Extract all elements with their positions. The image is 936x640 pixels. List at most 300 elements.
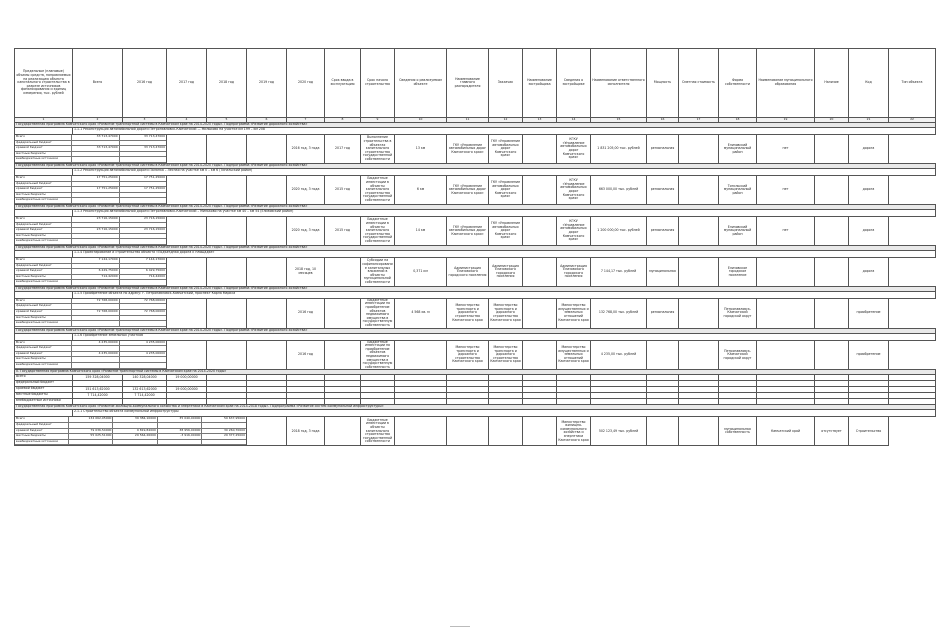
ownership: региональная	[647, 175, 679, 204]
municipality: Тигильский муниципальный район	[719, 175, 757, 204]
empty-year-cell	[167, 135, 207, 164]
program-title: Государственная программа Камчатского края «Развитие транспортной системы в Камчатском крае на 2014-2020 годы». Подпрограмма «Развитие дорожного хозяйства»	[15, 204, 936, 209]
ownership: муниципальная собственность	[719, 417, 757, 446]
column-header: 2017 год	[167, 49, 207, 118]
column-header: Код	[849, 49, 889, 118]
developer: КГКУ «Управление автомобильных дорог Камчатского края»	[557, 135, 591, 164]
empty-cell	[679, 340, 719, 370]
financing-block	[15, 417, 247, 446]
empty-year-cell	[207, 175, 247, 204]
financing-value: 714,42000	[72, 274, 119, 280]
financing-source: местные бюджеты	[15, 192, 72, 198]
service-term: 2016 год	[287, 298, 325, 328]
totals-value: 7 714,42000	[123, 393, 167, 399]
empty-cell	[679, 417, 719, 446]
capital-construction-table	[14, 48, 936, 446]
financing-source: краевой бюджет	[15, 310, 72, 316]
municipality: Петропавловск-Камчатский городской округ	[719, 298, 757, 328]
program-title: Государственная программа Камчатского края «Развитие транспортной системы в Камчатском крае на 2014-2020 годы». Подпрограмма «Развитие дорожного хозяйства»	[15, 328, 936, 333]
column-header: Мощность	[647, 49, 679, 118]
object-data-row	[15, 298, 936, 328]
financing-value: 9 819,84000	[113, 428, 158, 434]
empty-year-cell	[247, 417, 287, 446]
empty-cell	[523, 135, 557, 164]
document-page	[14, 48, 923, 618]
financing-source: Всего	[15, 135, 72, 140]
availability: нет	[757, 135, 815, 164]
ownership: региональная	[647, 298, 679, 328]
empty-year-cell	[167, 298, 207, 328]
totals-value: 19 000,00000	[167, 375, 207, 381]
empty-year-cell	[167, 340, 207, 370]
financing-value	[72, 239, 119, 245]
object-type: Строительство	[849, 417, 889, 446]
start-year	[325, 340, 361, 370]
financing-value: 17 751,25000	[72, 176, 119, 181]
column-number: 22	[889, 118, 936, 123]
capacity	[395, 340, 447, 370]
column-header: Срок начала строительства	[361, 49, 395, 118]
totals-value: 151 613,62000	[73, 387, 123, 393]
municipality: Камчатский край	[757, 417, 815, 446]
financing-value: 38 956,00000	[157, 428, 202, 434]
column-number: 16	[647, 118, 679, 123]
financing-table	[15, 135, 166, 163]
empty-year-cell	[167, 216, 207, 245]
object-title: 1.1.5 Приобретение объекта по адресу: г. Петропавловск-Камчатский, проспект Карла Маркса	[73, 291, 936, 298]
column-number: 15	[591, 118, 647, 123]
program-title: Государственная программа Камчатского края «Развитие жилищно-коммунального хозяйства и энергетики в Камчатском крае на 2014-2018 годы». Подпрограмма «Развитие систем коммунальной инфраструктуры»	[15, 405, 936, 410]
financing-source: краевой бюджет	[15, 269, 72, 275]
object-title: 1.1.6 Приобретение земельных участков	[73, 333, 936, 340]
column-header: Срок ввода в эксплуатацию	[325, 49, 361, 118]
column-number: 8	[325, 118, 361, 123]
customer: Администрация Елизовского городского поселения	[489, 257, 523, 286]
financing-value	[72, 198, 119, 204]
developer: КГКУ «Управление автомобильных дорог Камчатского края»	[557, 216, 591, 245]
column-header: Наименование главного распорядителя	[447, 49, 489, 118]
object-title: 1.1.3 Реконструкция автомобильной дороги Петропавловск-Камчатский – Мильково на участке км 40 – км 54 (Елизовский район)	[73, 209, 936, 216]
chief-distributor: Администрация Елизовского городского поселения	[447, 257, 489, 286]
totals-value: 140 328,04000	[123, 375, 167, 381]
chief-distributor: ГКУ «Управление автомобильных дорог Камчатского края»	[447, 216, 489, 245]
financing-value	[72, 280, 119, 286]
financing-value	[119, 157, 166, 163]
object-info: Бюджетные инвестиции на приобретение объектов недвижимого имущества в государственную собственность	[361, 340, 395, 370]
financing-value	[72, 157, 119, 163]
financing-source: федеральный бюджет	[15, 140, 72, 146]
totals-value: 132 613,62000	[123, 387, 167, 393]
financing-block	[15, 257, 167, 286]
financing-value: 23 716,15000	[119, 217, 166, 222]
financing-value: 33 713,47000	[119, 146, 166, 152]
financing-source: местные бюджеты	[15, 357, 72, 363]
program-title: Государственная программа Камчатского края «Развитие транспортной системы в Камчатском крае на 2014-2020 годы». Подпрограмма «Развитие дорожного хозяйства»	[15, 245, 936, 250]
financing-value: 23 716,15000	[72, 217, 119, 222]
object-type: дорога	[849, 175, 889, 204]
financing-row	[15, 239, 166, 245]
totals-source: федеральный бюджет	[15, 381, 73, 387]
empty-cell	[523, 257, 557, 286]
totals-value: 19 000,00000	[167, 387, 207, 393]
column-number: 12	[489, 118, 523, 123]
ownership: региональная	[647, 216, 679, 245]
availability: нет	[757, 175, 815, 204]
estimated-cost: 502 123,49 тыс. рублей	[591, 417, 647, 446]
start-year	[325, 298, 361, 328]
financing-source: федеральный бюджет	[15, 304, 72, 310]
chief-distributor: Министерство транспорта и дорожного строительства Камчатского края	[447, 298, 489, 328]
empty-cell	[815, 135, 849, 164]
chief-distributor: ГКУ «Управление автомобильных дорог Камчатского края»	[447, 135, 489, 164]
empty-year-cell	[247, 135, 287, 164]
object-info: Выполнение строительства в объектах капитального строительства государственной собственности	[361, 135, 395, 164]
financing-value	[119, 280, 166, 286]
start-year: 2015 год	[325, 216, 361, 245]
column-header: Предельные (плановые) объемы средств, направляемых на реализацию объекта капитального строительства в разрезе источников финансирования и единиц измерения, тыс. рублей	[15, 49, 73, 118]
financing-value: 714,42000	[119, 274, 166, 280]
developer: КГКУ «Управление автомобильных дорог Камчатского края»	[557, 175, 591, 204]
empty-year-cell	[167, 175, 207, 204]
estimated-cost: 4 235,00 тыс. рублей	[591, 340, 647, 370]
column-header: 2019 год	[247, 49, 287, 118]
estimated-cost: 663 000,00 тыс. рублей	[591, 175, 647, 204]
financing-row	[15, 363, 166, 369]
column-number: 11	[447, 118, 489, 123]
column-header: Наличие	[815, 49, 849, 118]
financing-value: 79 036,54000	[68, 428, 113, 434]
object-data-row	[15, 175, 936, 204]
empty-cell	[815, 257, 849, 286]
financing-row	[15, 321, 166, 327]
financing-source: федеральный бюджет	[15, 422, 68, 428]
empty-cell	[523, 340, 557, 370]
financing-value: 55 025,51000	[68, 434, 113, 440]
column-header: Наименование ответственного исполнителя	[591, 49, 647, 118]
ownership: муниципальная	[647, 257, 679, 286]
start-year	[325, 257, 361, 286]
column-number: 14	[557, 118, 591, 123]
empty-year-cell	[207, 340, 247, 370]
availability	[757, 257, 815, 286]
object-data-row	[15, 340, 936, 370]
empty-year-cell	[247, 340, 287, 370]
object-type: дорога	[849, 257, 889, 286]
financing-source: федеральный бюджет	[15, 222, 72, 228]
object-title: 1.1.1 Реконструкция автомобильной дороги Петропавловск-Камчатский — Мильково на участке км 199 – км 208	[73, 128, 936, 135]
empty-year-cell	[207, 216, 247, 245]
financing-block	[15, 298, 167, 328]
financing-value: 35 040,00000	[157, 417, 202, 422]
availability	[757, 340, 815, 370]
financing-source: краевой бюджет	[15, 428, 68, 434]
financing-value: 33 713,47000	[72, 146, 119, 152]
object-data-row	[15, 135, 936, 164]
financing-value: 72 768,00000	[72, 310, 119, 316]
column-header: Сведения о реализуемом объекте	[395, 49, 447, 118]
financing-source: местные бюджеты	[15, 151, 72, 157]
empty-year-cell	[207, 298, 247, 328]
column-number: 3	[123, 118, 167, 123]
empty-year-cell	[207, 135, 247, 164]
customer: ГКУ «Управление автомобильных дорог Камчатского края»	[489, 175, 523, 204]
estimated-cost: 1 831 205,00 тыс. рублей	[591, 135, 647, 164]
totals-value: 159 328,04000	[73, 375, 123, 381]
financing-row	[15, 198, 166, 204]
empty-cell	[447, 417, 489, 446]
financing-block	[15, 175, 167, 204]
financing-value	[68, 439, 113, 445]
column-number: 2	[73, 118, 123, 123]
financing-source: внебюджетные источники	[15, 321, 72, 327]
financing-value	[72, 363, 119, 369]
object-type: приобретение	[849, 298, 889, 328]
column-number: 1	[15, 118, 73, 123]
column-number: 7	[287, 118, 325, 123]
financing-source: краевой бюджет	[15, 351, 72, 357]
program-title: Государственная программа Камчатского края «Развитие транспортной системы в Камчатском крае на 2014-2020 годы». Подпрограмма «Развитие дорожного хозяйства»	[15, 286, 936, 291]
financing-source: внебюджетные источники	[15, 157, 72, 163]
financing-value	[119, 363, 166, 369]
financing-value: 59 637,95000	[202, 417, 246, 422]
program-title: Государственная программа Камчатского края «Развитие транспортной системы в Камчатском крае на 2014-2020 годы». Подпрограмма «Развитие дорожного хозяйства»	[15, 123, 936, 128]
object-title: 2.1.1 Строительство объекта коммунальной инфраструктуры	[73, 410, 936, 417]
financing-value: 72 768,00000	[72, 299, 119, 304]
financing-block	[15, 216, 167, 245]
financing-source: местные бюджеты	[15, 315, 72, 321]
column-number: 17	[679, 118, 719, 123]
service-term: 2016 год	[287, 340, 325, 370]
financing-value: 17 751,25000	[72, 187, 119, 193]
financing-row	[15, 280, 166, 286]
financing-value: 4 235,00000	[72, 351, 119, 357]
object-title: 1.1.2 Реконструкция автомобильной дороги Паланка – Лесная на участке км 0 – км 6 (Тигильский район)	[73, 168, 936, 175]
financing-value: 23 716,15000	[119, 228, 166, 234]
estimated-cost: 7 144,17 тыс. рублей	[591, 257, 647, 286]
ownership: региональная	[647, 135, 679, 164]
empty-cell	[815, 340, 849, 370]
customer: ГКУ «Управление автомобильных дорог Камчатского края»	[489, 216, 523, 245]
empty-cell	[815, 298, 849, 328]
financing-source: краевой бюджет	[15, 187, 72, 193]
developer: Министерство имущественных и земельных отношений Камчатского края	[557, 340, 591, 370]
empty-cell	[679, 175, 719, 204]
financing-source: Всего	[15, 417, 68, 422]
empty-cell	[679, 216, 719, 245]
empty-cell	[325, 417, 361, 446]
empty-cell	[489, 417, 523, 446]
financing-value	[119, 321, 166, 327]
chief-distributor: Министерство транспорта и дорожного строительства Камчатского края	[447, 340, 489, 370]
financing-value: 134 062,05000	[68, 417, 113, 422]
financing-source: Всего	[15, 176, 72, 181]
municipality: Елизовский муниципальный район	[719, 135, 757, 164]
financing-value: 6 429,75000	[72, 269, 119, 275]
financing-source: местные бюджеты	[15, 233, 72, 239]
column-number: 4	[167, 118, 207, 123]
service-term: 2016 год, 3 года	[287, 135, 325, 164]
financing-value: 4 235,00000	[72, 341, 119, 346]
financing-value: 23 716,15000	[72, 228, 119, 234]
financing-row	[15, 439, 246, 445]
financing-value: 33 713,47000	[119, 135, 166, 140]
availability	[757, 298, 815, 328]
column-number: 6	[247, 118, 287, 123]
financing-value: 39 384,10000	[113, 417, 158, 422]
financing-value: 29 564,26000	[113, 434, 158, 440]
financing-value	[202, 439, 246, 445]
object-type: приобретение	[849, 340, 889, 370]
empty-year-cell	[167, 257, 207, 286]
totals-source: краевой бюджет	[15, 387, 73, 393]
object-data-row	[15, 417, 936, 446]
empty-year-cell	[247, 298, 287, 328]
financing-source: Всего	[15, 341, 72, 346]
column-number: 20	[815, 118, 849, 123]
service-term: 2018 год, 10 месяцев	[287, 257, 325, 286]
financing-value	[119, 239, 166, 245]
column-number: 13	[523, 118, 557, 123]
service-term: 2020 год, 3 года	[287, 216, 325, 245]
financing-value	[157, 439, 202, 445]
financing-table	[15, 176, 166, 204]
empty-cell	[679, 257, 719, 286]
empty-cell	[679, 135, 719, 164]
chief-distributor: Министерство жилищно-коммунального хозяйства и энергетики Камчатского края	[557, 417, 591, 446]
totals-value: 7 714,42000	[73, 393, 123, 399]
financing-table	[15, 299, 166, 327]
financing-source: краевой бюджет	[15, 228, 72, 234]
ownership	[647, 340, 679, 370]
empty-cell	[815, 216, 849, 245]
header-row	[15, 49, 936, 118]
financing-source: федеральный бюджет	[15, 346, 72, 352]
financing-table	[15, 341, 166, 369]
financing-source: внебюджетные источники	[15, 198, 72, 204]
column-number: 18	[719, 118, 757, 123]
financing-value: 17 751,25000	[119, 187, 166, 193]
financing-value: 4 235,00000	[119, 341, 166, 346]
financing-value	[119, 198, 166, 204]
start-year: 2015 год	[325, 175, 361, 204]
object-data-row	[15, 257, 936, 286]
financing-value: 33 713,47000	[72, 135, 119, 140]
column-header: Заказчик	[489, 49, 523, 118]
developer: Министерство имущественных и земельных отношений Камчатского края	[557, 298, 591, 328]
object-type: дорога	[849, 216, 889, 245]
capacity: 0,371 км	[395, 257, 447, 286]
financing-table	[15, 217, 166, 245]
financing-row	[15, 157, 166, 163]
object-info: Бюджетные инвестиции в объекты капитального строительства государственной собственности	[361, 417, 395, 446]
financing-source: внебюджетные источники	[15, 239, 72, 245]
empty-cell	[395, 417, 447, 446]
financing-source: местные бюджеты	[15, 274, 72, 280]
empty-year-cell	[247, 257, 287, 286]
municipality: Елизовский муниципальный район	[719, 216, 757, 245]
column-header: Всего	[73, 49, 123, 118]
financing-source: федеральный бюджет	[15, 263, 72, 269]
column-header: Сметная стоимость	[679, 49, 719, 118]
totals-title: II. Государственная программа Камчатского края «Развитие транспортной системы в Камчатском крае на 2014-2020 годы»	[15, 370, 936, 375]
financing-block	[15, 340, 167, 370]
financing-table	[15, 417, 246, 445]
totals-source: местные бюджеты	[15, 393, 73, 399]
customer: Министерство транспорта и дорожного строительства Камчатского края	[489, 340, 523, 370]
chief-distributor: ГКУ «Управление автомобильных дорог Камчатского края»	[447, 175, 489, 204]
financing-value	[113, 439, 158, 445]
column-number: 9	[361, 118, 395, 123]
financing-source: федеральный бюджет	[15, 181, 72, 187]
column-header: Наименование застройщика	[523, 49, 557, 118]
column-header: 2020 год	[287, 49, 325, 118]
empty-cell	[647, 417, 679, 446]
financing-source: внебюджетные источники	[15, 363, 72, 369]
capacity: 13 км	[395, 135, 447, 164]
empty-cell	[523, 417, 557, 446]
empty-year-cell	[247, 216, 287, 245]
financing-source: Всего	[15, 217, 72, 222]
estimated-cost: 132 768,00 тыс. рублей	[591, 298, 647, 328]
object-title: 1.1.4 Проектирование и строительство объекта «Подъездная дорога к площадке»	[73, 250, 936, 257]
page-footer-line	[450, 626, 470, 629]
financing-value: 30 260,70000	[202, 428, 246, 434]
object-info: Бюджетные инвестиции в объекты капитального строительства государственной собственности	[361, 175, 395, 204]
totals-source: Всего	[15, 375, 73, 381]
municipality: Елизовское городское поселение	[719, 257, 757, 286]
empty-cell	[523, 216, 557, 245]
object-info: Бюджетные инвестиции в объекты капитального строительства государственной собственности	[361, 216, 395, 245]
service-term: 2020 год, 3 года	[287, 175, 325, 204]
financing-source: местные бюджеты	[15, 434, 68, 440]
estimated-cost: 1 200 000,00 тыс. рублей	[591, 216, 647, 245]
object-info: Бюджетные инвестиции на приобретение объектов недвижимого имущества в государственную собственность	[361, 298, 395, 328]
empty-year-cell	[247, 175, 287, 204]
column-number: 19	[757, 118, 815, 123]
column-number: 21	[849, 118, 889, 123]
column-number: 5	[207, 118, 247, 123]
column-header: Форма собственности	[719, 49, 757, 118]
financing-source: внебюджетные источники	[15, 439, 68, 445]
capacity: 6 км	[395, 175, 447, 204]
developer: Администрация Елизовского городского поселения	[557, 257, 591, 286]
column-number: 10	[395, 118, 447, 123]
object-info: Субсидии на софинансирование капитальных вложений в объекты муниципальной собственности	[361, 257, 395, 286]
financing-source: внебюджетные источники	[15, 280, 72, 286]
empty-cell	[523, 298, 557, 328]
empty-cell	[815, 175, 849, 204]
financing-block	[15, 135, 167, 164]
financing-source: Всего	[15, 299, 72, 304]
financing-value: 72 768,00000	[119, 310, 166, 316]
service-term: 2018 год, 3 года	[287, 417, 325, 446]
financing-value: 7 144,17000	[72, 258, 119, 263]
program-title: Государственная программа Камчатского края «Развитие транспортной системы в Камчатском крае на 2014-2020 годы». Подпрограмма «Развитие дорожного хозяйства»	[15, 163, 936, 168]
availability: отсутствует	[815, 417, 849, 446]
financing-value: 6 429,75000	[119, 269, 166, 275]
table-body	[15, 123, 936, 446]
availability: нет	[757, 216, 815, 245]
financing-value: -3 916,00000	[157, 434, 202, 440]
capacity: 14 км	[395, 216, 447, 245]
column-header: Тип объекта	[889, 49, 936, 118]
financing-source: Всего	[15, 258, 72, 263]
financing-value	[72, 321, 119, 327]
financing-value: 7 144,17000	[119, 258, 166, 263]
financing-table	[15, 258, 166, 286]
municipality: Петропавловск-Камчатский городской округ	[719, 340, 757, 370]
object-type: дорога	[849, 135, 889, 164]
